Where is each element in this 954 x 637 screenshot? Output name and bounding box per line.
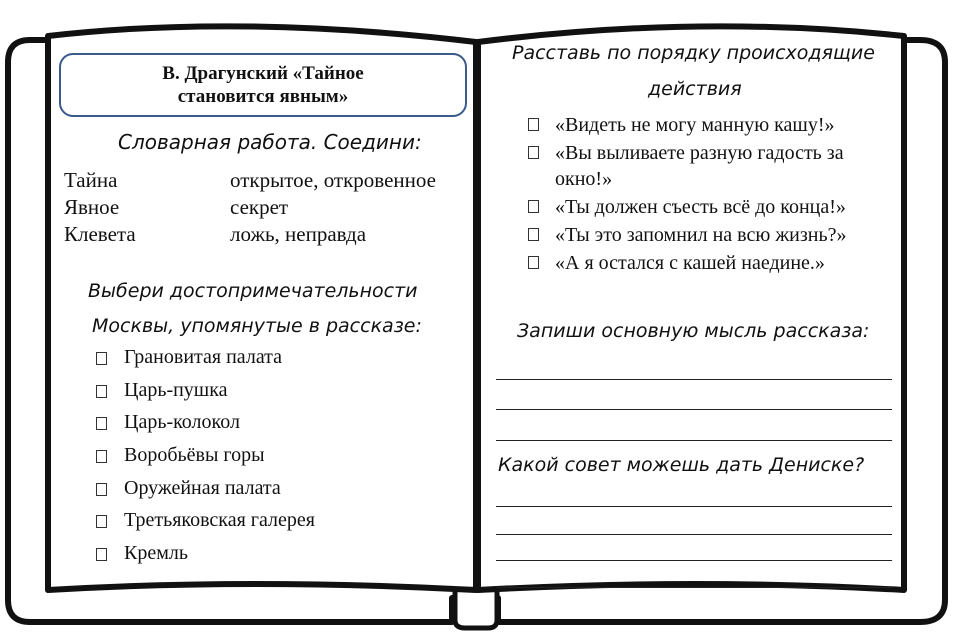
answer-line[interactable] [496, 379, 892, 380]
list-item: Царь-колокол [96, 411, 315, 444]
answer-line[interactable] [496, 440, 892, 441]
list-item: «Ты должен съесть всё до конца!» [528, 194, 900, 220]
checkbox[interactable] [96, 515, 107, 528]
answer-line[interactable] [496, 506, 892, 507]
vocab-meaning-1: открытое, откровенное [230, 168, 436, 192]
list-item: Кремль [96, 542, 315, 575]
checkbox[interactable] [528, 200, 539, 213]
list-item: Грановитая палата [96, 346, 315, 379]
checkbox[interactable] [96, 385, 107, 398]
vocab-meaning-3: ложь, неправда [230, 222, 367, 246]
sights-heading-line-2: Москвы, упомянутые в рассказе: [92, 315, 422, 337]
title-box [59, 53, 467, 117]
sights-list [96, 346, 315, 575]
vocab-heading: Словарная работа. Соедини: [118, 130, 422, 154]
vocab-word-3: Клевета [64, 222, 136, 246]
sights-heading-line-1: Выбери достопримечательности [88, 280, 418, 302]
list-item: «А я остался с кашей наедине.» [528, 250, 900, 276]
list-item: Воробьёвы горы [96, 444, 315, 477]
answer-line[interactable] [496, 409, 892, 410]
list-item: «Ты это запомнил на всю жизнь?» [528, 222, 900, 248]
order-heading-line-2: действия [648, 78, 742, 100]
main-idea-heading: Запиши основную мысль рассказа: [517, 320, 870, 342]
list-item: Третьяковская галерея [96, 509, 315, 542]
checkbox[interactable] [96, 352, 107, 365]
checkbox[interactable] [528, 228, 539, 241]
checkbox[interactable] [96, 483, 107, 496]
answer-line[interactable] [496, 587, 892, 588]
vocab-meaning-2: секрет [230, 195, 289, 219]
list-item: «Видеть не могу манную кашу!» [528, 112, 900, 138]
checkbox[interactable] [528, 118, 539, 131]
checkbox[interactable] [96, 450, 107, 463]
list-item: Царь-пушка [96, 379, 315, 412]
answer-line[interactable] [496, 560, 892, 561]
vocab-word-1: Тайна [64, 168, 118, 192]
checkbox[interactable] [96, 548, 107, 561]
checkbox[interactable] [96, 417, 107, 430]
advice-heading: Какой совет можешь дать Дениске? [498, 454, 865, 476]
list-item: Оружейная палата [96, 477, 315, 510]
quotes-list [528, 112, 900, 278]
answer-line[interactable] [496, 534, 892, 535]
checkbox[interactable] [528, 256, 539, 269]
order-heading-line-1: Расставь по порядку происходящие [512, 42, 875, 64]
vocab-word-2: Явное [64, 195, 120, 219]
page-title: В. Драгунский «Тайное становится явным» [162, 63, 364, 107]
checkbox[interactable] [528, 146, 539, 159]
list-item: «Вы выливаете разную гадость за окно!» [528, 140, 900, 192]
